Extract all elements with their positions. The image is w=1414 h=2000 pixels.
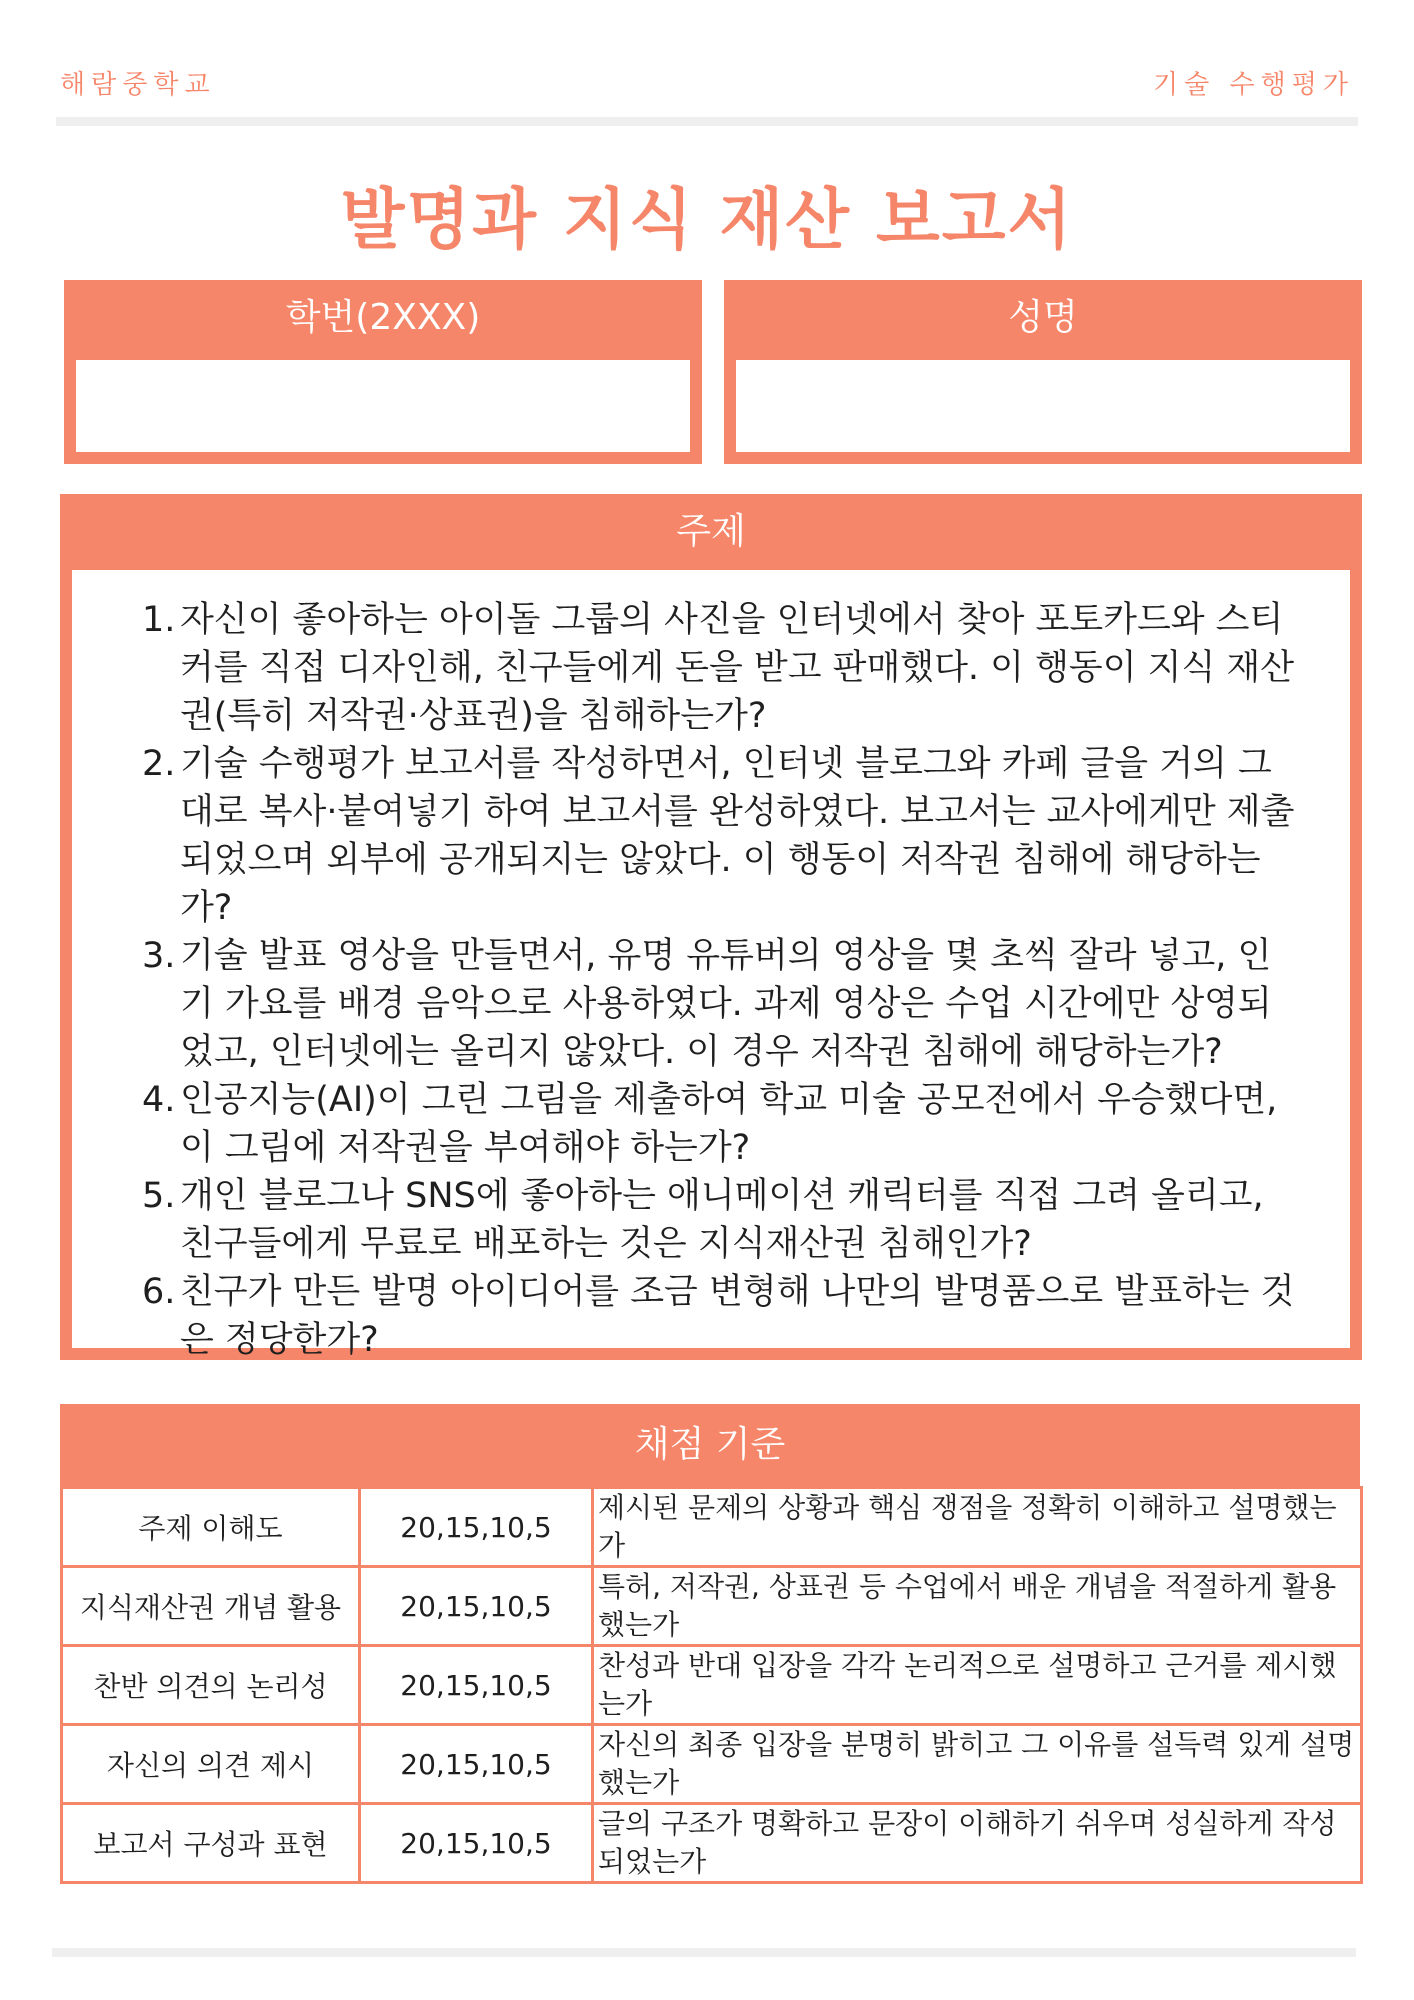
top-divider (56, 117, 1358, 126)
table-row (62, 1488, 1362, 1567)
question-number: 4. (142, 1080, 176, 1120)
student-id-box (64, 280, 702, 464)
criterion-cell: 찬반 의견의 논리성 (62, 1646, 360, 1725)
student-name-box (724, 280, 1362, 464)
student-name-label: 성명 (1008, 297, 1078, 338)
bottom-divider (52, 1948, 1356, 1957)
student-id-label: 학번(2XXX) (285, 297, 481, 338)
points-cell: 20,15,10,5 (360, 1646, 593, 1725)
question-text: 기술 수행평가 보고서를 작성하면서, 인터넷 블로그와 카페 글을 거의 그대로 복사·붙여넣기 하여 보고서를 완성하였다. 보고서는 교사에게만 제출되었으며 외부에 공개되지는 않았다. 이 행동이 저작권 침해에 해당하는가? (180, 744, 1295, 928)
question-text: 개인 블로그나 SNS에 좋아하는 애니메이션 캐릭터를 직접 그려 올리고, 친구들에게 무료로 배포하는 것은 지식재산권 침해인가? (180, 1176, 1264, 1264)
points-cell: 20,15,10,5 (360, 1567, 593, 1646)
topic-label: 주제 (676, 511, 746, 552)
topic-question (142, 1172, 1300, 1268)
criterion-cell: 보고서 구성과 표현 (62, 1804, 360, 1883)
page-title: 발명과 지식 재산 보고서 (340, 181, 1074, 258)
subject-label: 기술 수행평가 (1153, 70, 1354, 100)
description-cell: 글의 구조가 명확하고 문장이 이해하기 쉬우며 성실하게 작성되었는가 (593, 1804, 1362, 1883)
grading-section (60, 1404, 1360, 1884)
topic-question-list (72, 570, 1350, 1360)
table-row (62, 1804, 1362, 1883)
description-cell: 제시된 문제의 상황과 핵심 쟁점을 정확히 이해하고 설명했는가 (593, 1488, 1362, 1567)
topic-question (142, 1268, 1300, 1364)
student-name-field[interactable] (736, 360, 1350, 452)
school-name: 해람중학교 (60, 70, 216, 100)
topic-question (142, 932, 1300, 1076)
question-number: 5. (142, 1176, 176, 1216)
grading-table (60, 1486, 1363, 1884)
grading-label: 채점 기준 (60, 1404, 1360, 1486)
student-id-field[interactable] (76, 360, 690, 452)
points-cell: 20,15,10,5 (360, 1488, 593, 1567)
table-row (62, 1646, 1362, 1725)
criterion-cell: 지식재산권 개념 활용 (62, 1567, 360, 1646)
description-cell: 자신의 최종 입장을 분명히 밝히고 그 이유를 설득력 있게 설명했는가 (593, 1725, 1362, 1804)
question-number: 2. (142, 744, 176, 784)
question-number: 1. (142, 600, 176, 640)
criterion-cell: 주제 이해도 (62, 1488, 360, 1567)
topic-question (142, 740, 1300, 932)
topic-question (142, 596, 1300, 740)
question-text: 기술 발표 영상을 만들면서, 유명 유튜버의 영상을 몇 초씩 잘라 넣고, 인기 가요를 배경 음악으로 사용하였다. 과제 영상은 수업 시간에만 상영되었고, 인터넷에는 올리지 않았다. 이 경우 저작권 침해에 해당하는가? (180, 936, 1272, 1072)
criterion-cell: 자신의 의견 제시 (62, 1725, 360, 1804)
description-cell: 찬성과 반대 입장을 각각 논리적으로 설명하고 근거를 제시했는가 (593, 1646, 1362, 1725)
table-row (62, 1567, 1362, 1646)
question-text: 인공지능(AI)이 그린 그림을 제출하여 학교 미술 공모전에서 우승했다면, 이 그림에 저작권을 부여해야 하는가? (180, 1080, 1278, 1168)
description-cell: 특허, 저작권, 상표권 등 수업에서 배운 개념을 적절하게 활용했는가 (593, 1567, 1362, 1646)
points-cell: 20,15,10,5 (360, 1804, 593, 1883)
question-number: 6. (142, 1272, 176, 1312)
table-row (62, 1725, 1362, 1804)
question-text: 친구가 만든 발명 아이디어를 조금 변형해 나만의 발명품으로 발표하는 것은 정당한가? (180, 1272, 1295, 1360)
question-text: 자신이 좋아하는 아이돌 그룹의 사진을 인터넷에서 찾아 포토카드와 스티커를 직접 디자인해, 친구들에게 돈을 받고 판매했다. 이 행동이 지식 재산권(특히 저작권·상표권)을 침해하는가? (180, 600, 1294, 736)
topic-question (142, 1076, 1300, 1172)
points-cell: 20,15,10,5 (360, 1725, 593, 1804)
question-number: 3. (142, 936, 176, 976)
topic-section (60, 494, 1362, 1360)
